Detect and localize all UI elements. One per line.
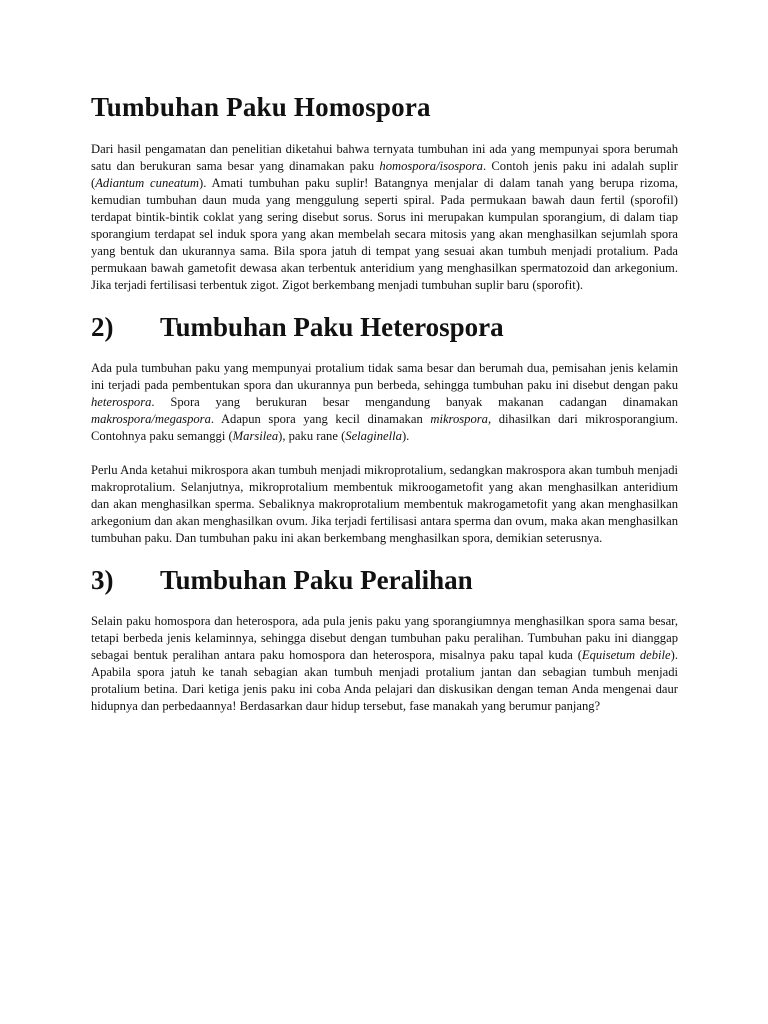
section-2-heading <box>91 312 678 343</box>
document-body <box>91 92 678 715</box>
paragraph-homospora: Dari hasil pengamatan dan penelitian diketahui bahwa ternyata tumbuhan ini ada yang mempunyai spora berumah satu dan berukuran sama besar yang dinamakan paku homospora/isospora. Contoh jenis paku ini adalah suplir (Adiantum cuneatum). Amati tumbuhan paku suplir! Batangnya menjalar di dalam tanah yang berupa rizoma, kemudian tumbuhan daun muda yang menggulung seperti spiral. Pada permukaan bawah daun fertil (sporofil) terdapat bintik-bintik coklat yang sering disebut sorus. Sorus ini merupakan kumpulan sporangium, di dalam tiap sporangium terdapat sel induk spora yang akan membelah secara mitosis yang akan menghasilkan sejumlah spora yang bentuk dan ukurannya sama. Bila spora jatuh di tempat yang sesuai akan tumbuh menjadi protalium. Pada permukaan bawah gametofit dewasa akan terbentuk anteridium yang menghasilkan spermatozoid dan arkegonium. Jika terjadi fertilisasi terbentuk zigot. Zigot berkembang menjadi tumbuhan suplir baru (sporofit). <box>91 142 678 292</box>
section-3-heading <box>91 565 678 596</box>
section-1-title: Tumbuhan Paku Homospora <box>91 92 431 122</box>
section-2-title: Tumbuhan Paku Heterospora <box>160 312 504 342</box>
paragraph-heterospora: Ada pula tumbuhan paku yang mempunyai protalium tidak sama besar dan berumah dua, pemisahan jenis kelamin ini terjadi pada pembentukan spora dan ukurannya pun berbeda, sehingga tumbuhan paku ini disebut dengan paku heterospora. Spora yang berukuran besar mengandung banyak makanan cadangan dinamakan makrospora/megaspora. Adapun spora yang kecil dinamakan mikrospora, dihasilkan dari mikrosporangium. Contohnya paku semanggi (Marsilea), paku rane (Selaginella). <box>91 361 678 443</box>
paragraph-mikrospora: Perlu Anda ketahui mikrospora akan tumbuh menjadi mikroprotalium, sedangkan makrospora akan tumbuh menjadi makroprotalium. Selanjutnya, mikroprotalium membentuk mikroogametofit yang akan menghasilkan anteridium dan akan menghasilkan sperma. Sebaliknya makroprotalium membentuk makrogametofit yang akan menghasilkan arkegonium dan akan menghasilkan ovum. Jika terjadi fertilisasi antara sperma dan ovum, maka akan menghasilkan tumbuhan paku. Dan tumbuhan paku ini akan berkembang menghasilkan spora, demikian seterusnya. <box>91 463 678 545</box>
section-2-number: 2) <box>91 312 114 342</box>
section-3-title: Tumbuhan Paku Peralihan <box>160 565 473 595</box>
paragraph-peralihan: Selain paku homospora dan heterospora, ada pula jenis paku yang sporangiumnya menghasilkan spora sama besar, tetapi berbeda jenis kelaminnya, sehingga disebut dengan tumbuhan paku peralihan. Tumbuhan paku ini dianggap sebagai bentuk peralihan antara paku homospora dan heterospora, misalnya paku tapal kuda (Equisetum debile). Apabila spora jatuh ke tanah sebagian akan tumbuh menjadi protalium jantan dan sebagian tumbuh menjadi protalium betina. Dari ketiga jenis paku ini coba Anda pelajari dan diskusikan dengan teman Anda mengenai daur hidupnya dan perbedaannya! Berdasarkan daur hidup tersebut, fase manakah yang berumur panjang? <box>91 614 678 713</box>
section-3-number: 3) <box>91 565 114 595</box>
